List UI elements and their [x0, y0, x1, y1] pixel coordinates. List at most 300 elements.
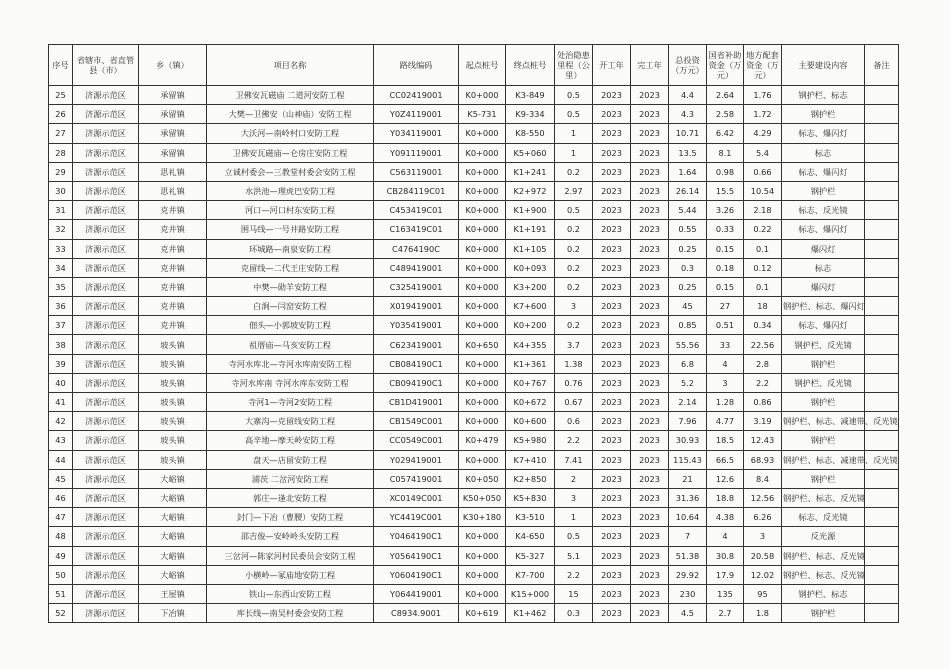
table-cell: K0+000: [459, 201, 506, 220]
table-cell: 库长线—南吴村委会安防工程: [207, 604, 374, 623]
table-cell: [865, 584, 899, 603]
table-cell: [865, 297, 899, 316]
table-cell: 0.55: [669, 220, 707, 239]
table-cell: 水洪池—理虎巴安防工程: [207, 181, 374, 200]
table-cell: 2.2: [555, 431, 593, 450]
table-cell: 0.51: [707, 316, 744, 335]
table-row: [49, 508, 899, 527]
column-header: 起点桩号: [459, 45, 506, 86]
table-cell: 2023: [593, 162, 631, 181]
table-cell: 2023: [593, 412, 631, 431]
table-cell: 2023: [593, 469, 631, 488]
table-row: [49, 527, 899, 546]
table-cell: K0+050: [459, 469, 506, 488]
table-row: [49, 488, 899, 507]
table-cell: CB1D419001: [374, 393, 459, 412]
table-cell: 2023: [593, 335, 631, 354]
table-cell: 济源示范区: [73, 412, 139, 431]
table-cell: 66.5: [707, 450, 744, 469]
table-cell: K8-550: [506, 124, 555, 143]
table-cell: 白涧—闫窑安防工程: [207, 297, 374, 316]
table-cell: 10.54: [744, 181, 782, 200]
table-cell: 0.5: [555, 201, 593, 220]
table-cell: 0.76: [555, 373, 593, 392]
table-cell: 邵吉俊—安岭岭头安防工程: [207, 527, 374, 546]
table-cell: 95: [744, 584, 782, 603]
table-cell: 克留线—二代王庄安防工程: [207, 258, 374, 277]
table-cell: 31: [49, 201, 73, 220]
table-cell: 29: [49, 162, 73, 181]
table-cell: 0.2: [555, 220, 593, 239]
table-cell: 坡头镇: [139, 412, 207, 431]
column-header: 路线编码: [374, 45, 459, 86]
table-row: [49, 604, 899, 623]
table-cell: 标志、爆闪灯: [782, 316, 865, 335]
table-cell: [865, 604, 899, 623]
table-row: [49, 431, 899, 450]
table-cell: Y0604190C1: [374, 565, 459, 584]
table-cell: 4.5: [669, 604, 707, 623]
table-cell: 38: [49, 335, 73, 354]
table-cell: 18.5: [707, 431, 744, 450]
table-cell: 2023: [593, 258, 631, 277]
table-cell: 济源示范区: [73, 584, 139, 603]
table-cell: 大峪镇: [139, 508, 207, 527]
table-cell: 10.71: [669, 124, 707, 143]
table-cell: K1+361: [506, 354, 555, 373]
table-cell: 标志、爆闪灯: [782, 124, 865, 143]
table-cell: 钢护栏、反光镜: [782, 335, 865, 354]
table-cell: C489419001: [374, 258, 459, 277]
table-cell: 环城路—南泉安防工程: [207, 239, 374, 258]
table-cell: 济源示范区: [73, 604, 139, 623]
table-cell: 祖厝庙—马亥安防工程: [207, 335, 374, 354]
table-cell: 36: [49, 297, 73, 316]
table-row: [49, 373, 899, 392]
table-cell: 51.38: [669, 546, 707, 565]
table-cell: 6.8: [669, 354, 707, 373]
table-cell: 4.29: [744, 124, 782, 143]
table-cell: 27: [49, 124, 73, 143]
table-cell: C8934.9001: [374, 604, 459, 623]
table-cell: 2023: [631, 469, 669, 488]
table-cell: 2023: [593, 431, 631, 450]
table-cell: 承留镇: [139, 86, 207, 105]
table-cell: 寺河1—寺河2安防工程: [207, 393, 374, 412]
table-cell: 大峪镇: [139, 527, 207, 546]
table-cell: 3: [555, 297, 593, 316]
table-cell: 下冶镇: [139, 604, 207, 623]
table-cell: K3+200: [506, 277, 555, 296]
table-cell: [865, 488, 899, 507]
table-cell: 5.4: [744, 143, 782, 162]
table-cell: 济源示范区: [73, 181, 139, 200]
table-cell: 50: [49, 565, 73, 584]
table-cell: K0+000: [459, 86, 506, 105]
table-cell: 26.14: [669, 181, 707, 200]
table-cell: 卫佛安瓦磁庙 二道河安防工程: [207, 86, 374, 105]
table-cell: 4: [707, 527, 744, 546]
table-cell: 0.2: [555, 316, 593, 335]
table-cell: 22.56: [744, 335, 782, 354]
project-table: [48, 44, 899, 623]
table-cell: 钢护栏: [782, 354, 865, 373]
table-cell: 0.22: [744, 220, 782, 239]
table-cell: 31.36: [669, 488, 707, 507]
table-cell: 钢护栏、标志、反光镜: [782, 488, 865, 507]
table-cell: 0.25: [669, 239, 707, 258]
table-cell: 钢护栏、标志: [782, 86, 865, 105]
table-cell: 1.72: [744, 105, 782, 124]
table-cell: C623419001: [374, 335, 459, 354]
table-cell: 2023: [593, 105, 631, 124]
table-cell: K0+767: [506, 373, 555, 392]
table-cell: K2+850: [506, 469, 555, 488]
column-header: 完工年: [631, 45, 669, 86]
table-cell: 克井镇: [139, 220, 207, 239]
table-cell: 0.15: [707, 239, 744, 258]
table-cell: 0.66: [744, 162, 782, 181]
column-header: 处治隐患里程（公里）: [555, 45, 593, 86]
table-cell: 卫佛安瓦磁庙—仑房庄安防工程: [207, 143, 374, 162]
table-cell: 0.5: [555, 527, 593, 546]
table-cell: 3.7: [555, 335, 593, 354]
table-cell: [865, 508, 899, 527]
table-cell: K0+000: [459, 316, 506, 335]
table-cell: 2023: [631, 335, 669, 354]
table-cell: 标志、反光镜: [782, 508, 865, 527]
table-cell: 王屋镇: [139, 584, 207, 603]
table-cell: K1+105: [506, 239, 555, 258]
table-cell: 济源示范区: [73, 86, 139, 105]
table-cell: YC4419C001: [374, 508, 459, 527]
table-cell: K0+000: [459, 565, 506, 584]
table-cell: [865, 373, 899, 392]
table-cell: 34: [49, 258, 73, 277]
table-cell: 小横岭—冢庙地安防工程: [207, 565, 374, 584]
table-cell: [865, 354, 899, 373]
table-row: [49, 220, 899, 239]
table-cell: CB094190C1: [374, 373, 459, 392]
table-cell: 0.2: [555, 277, 593, 296]
table-cell: 铁山—东西山安防工程: [207, 584, 374, 603]
table-cell: K0+000: [459, 143, 506, 162]
table-cell: 钢护栏、反光镜: [782, 373, 865, 392]
table-cell: 钢护栏: [782, 105, 865, 124]
table-cell: 2023: [593, 354, 631, 373]
column-header: 终点桩号: [506, 45, 555, 86]
table-cell: 2023: [631, 316, 669, 335]
table-cell: K0+000: [459, 546, 506, 565]
table-cell: 2.2: [555, 565, 593, 584]
column-header: 主要建设内容: [782, 45, 865, 86]
table-cell: 52: [49, 604, 73, 623]
table-cell: 0.98: [707, 162, 744, 181]
table-cell: 0.18: [707, 258, 744, 277]
table-cell: 济源示范区: [73, 220, 139, 239]
table-cell: K0+093: [506, 258, 555, 277]
table-cell: K0+600: [506, 412, 555, 431]
table-cell: 18: [744, 297, 782, 316]
table-cell: 2023: [631, 143, 669, 162]
table-cell: 钢护栏: [782, 393, 865, 412]
table-cell: 钢护栏、标志、反光镜: [782, 546, 865, 565]
table-row: [49, 86, 899, 105]
table-row: [49, 143, 899, 162]
table-cell: K5+980: [506, 431, 555, 450]
table-cell: K0+000: [459, 450, 506, 469]
table-cell: 1: [555, 508, 593, 527]
table-cell: 2023: [593, 124, 631, 143]
table-cell: 2.7: [707, 604, 744, 623]
table-cell: 0.3: [669, 258, 707, 277]
table-cell: 2023: [631, 604, 669, 623]
table-cell: 30.8: [707, 546, 744, 565]
table-cell: 33: [49, 239, 73, 258]
table-cell: 0.15: [707, 277, 744, 296]
table-cell: 大樊—卫佛安（山神庙）安防工程: [207, 105, 374, 124]
table-cell: 2023: [631, 239, 669, 258]
table-cell: [865, 527, 899, 546]
table-cell: 2023: [593, 450, 631, 469]
table-cell: 爆闪灯: [782, 239, 865, 258]
table-cell: 0.5: [555, 86, 593, 105]
table-cell: 37: [49, 316, 73, 335]
column-header: 备注: [865, 45, 899, 86]
table-cell: 5.2: [669, 373, 707, 392]
table-cell: 51: [49, 584, 73, 603]
table-cell: 2023: [593, 393, 631, 412]
table-cell: 郭庄—逢北安防工程: [207, 488, 374, 507]
table-row: [49, 316, 899, 335]
table-cell: 30.93: [669, 431, 707, 450]
table-cell: 32: [49, 220, 73, 239]
table-cell: K0+000: [459, 354, 506, 373]
table-cell: 2.14: [669, 393, 707, 412]
table-row: [49, 201, 899, 220]
table-cell: [865, 162, 899, 181]
table-cell: [865, 316, 899, 335]
table-cell: 济源示范区: [73, 162, 139, 181]
table-cell: 济源示范区: [73, 258, 139, 277]
table-cell: 济源示范区: [73, 124, 139, 143]
table-cell: K7-700: [506, 565, 555, 584]
table-cell: 寺河水库南 寺河水库东安防工程: [207, 373, 374, 392]
table-cell: 1.76: [744, 86, 782, 105]
table-cell: 0.1: [744, 239, 782, 258]
table-cell: K0+000: [459, 181, 506, 200]
table-cell: 49: [49, 546, 73, 565]
table-cell: 济源示范区: [73, 527, 139, 546]
table-cell: 2023: [631, 258, 669, 277]
table-cell: 2023: [631, 124, 669, 143]
column-header: 序号: [49, 45, 73, 86]
table-row: [49, 181, 899, 200]
table-cell: Y0Z4119001: [374, 105, 459, 124]
table-cell: 3.26: [707, 201, 744, 220]
table-cell: 钢护栏: [782, 469, 865, 488]
table-cell: 钢护栏: [782, 181, 865, 200]
table-cell: 济源示范区: [73, 450, 139, 469]
table-row: [49, 450, 899, 469]
table-cell: 2023: [631, 488, 669, 507]
table-cell: 8.1: [707, 143, 744, 162]
table-cell: K0+000: [459, 258, 506, 277]
table-cell: 0.5: [555, 105, 593, 124]
table-cell: 44: [49, 450, 73, 469]
table-cell: 0.6: [555, 412, 593, 431]
table-cell: [865, 469, 899, 488]
table-cell: 2023: [631, 86, 669, 105]
table-cell: 1: [555, 143, 593, 162]
table-cell: [865, 431, 899, 450]
table-cell: 2023: [631, 105, 669, 124]
table-cell: K3-510: [506, 508, 555, 527]
table-cell: 克井镇: [139, 239, 207, 258]
table-cell: 大峪镇: [139, 546, 207, 565]
table-cell: [865, 220, 899, 239]
table-cell: 40: [49, 373, 73, 392]
table-cell: 42: [49, 412, 73, 431]
table-cell: 2023: [631, 565, 669, 584]
table-cell: 济源示范区: [73, 373, 139, 392]
table-cell: [865, 546, 899, 565]
table-cell: K5-327: [506, 546, 555, 565]
table-cell: 20.58: [744, 546, 782, 565]
table-cell: CC0549C001: [374, 431, 459, 450]
table-cell: [865, 143, 899, 162]
table-cell: 2023: [631, 277, 669, 296]
table-cell: K0+650: [459, 335, 506, 354]
table-cell: 29.92: [669, 565, 707, 584]
table-cell: 坡头镇: [139, 373, 207, 392]
table-cell: K4+355: [506, 335, 555, 354]
table-cell: 钢护栏、标志、减速带、反光镜: [782, 450, 865, 469]
table-cell: [865, 565, 899, 584]
table-cell: Y0464190C1: [374, 527, 459, 546]
table-cell: 17.9: [707, 565, 744, 584]
table-cell: 2023: [593, 316, 631, 335]
table-cell: 2.18: [744, 201, 782, 220]
table-cell: 标志、爆闪灯: [782, 162, 865, 181]
table-cell: 7: [669, 527, 707, 546]
table-cell: C325419001: [374, 277, 459, 296]
table-cell: CB084190C1: [374, 354, 459, 373]
table-cell: 2023: [631, 527, 669, 546]
table-cell: 济源示范区: [73, 335, 139, 354]
table-cell: 济源示范区: [73, 105, 139, 124]
table-cell: 钢护栏: [782, 604, 865, 623]
table-cell: [865, 86, 899, 105]
table-cell: C057419001: [374, 469, 459, 488]
table-cell: 2023: [593, 546, 631, 565]
table-cell: 济源示范区: [73, 316, 139, 335]
table-cell: 6.42: [707, 124, 744, 143]
table-cell: 27: [707, 297, 744, 316]
table-cell: 2023: [593, 565, 631, 584]
table-cell: 2.58: [707, 105, 744, 124]
table-cell: CC02419001: [374, 86, 459, 105]
table-cell: Y064419001: [374, 584, 459, 603]
table-cell: K1+191: [506, 220, 555, 239]
table-cell: 0.34: [744, 316, 782, 335]
table-cell: 大峪镇: [139, 469, 207, 488]
table-cell: K4-650: [506, 527, 555, 546]
table-cell: 2.8: [744, 354, 782, 373]
table-cell: K0+000: [459, 527, 506, 546]
table-cell: 0.67: [555, 393, 593, 412]
table-cell: 4.3: [669, 105, 707, 124]
table-cell: CB1549C001: [374, 412, 459, 431]
table-cell: 0.2: [555, 162, 593, 181]
table-cell: 河口—河口村东安防工程: [207, 201, 374, 220]
table-cell: [865, 258, 899, 277]
table-row: [49, 239, 899, 258]
column-header: 总投资（万元）: [669, 45, 707, 86]
table-cell: 2023: [631, 373, 669, 392]
table-cell: 思礼镇: [139, 162, 207, 181]
table-cell: 2023: [631, 431, 669, 450]
column-header: 省辖市、省直管县（市）: [73, 45, 139, 86]
table-cell: 2023: [593, 220, 631, 239]
table-cell: 1.8: [744, 604, 782, 623]
table-cell: C163419C01: [374, 220, 459, 239]
table-cell: 济源示范区: [73, 431, 139, 450]
table-cell: K0+200: [506, 316, 555, 335]
table-cell: [865, 124, 899, 143]
table-cell: Y034119001: [374, 124, 459, 143]
table-cell: K0+479: [459, 431, 506, 450]
table-row: [49, 297, 899, 316]
table-cell: 钢护栏、标志、爆闪灯: [782, 297, 865, 316]
table-cell: 2023: [631, 546, 669, 565]
table-cell: 承留镇: [139, 143, 207, 162]
table-cell: 0.33: [707, 220, 744, 239]
table-cell: 12.02: [744, 565, 782, 584]
table-cell: 大沃河—南岭村口安防工程: [207, 124, 374, 143]
table-cell: 0.1: [744, 277, 782, 296]
table-cell: K1+462: [506, 604, 555, 623]
table-cell: 2023: [631, 584, 669, 603]
table-cell: 1.28: [707, 393, 744, 412]
table-cell: 坡头镇: [139, 431, 207, 450]
table-cell: 中樊—勋羊安防工程: [207, 277, 374, 296]
table-cell: 41: [49, 393, 73, 412]
table-cell: 济源示范区: [73, 565, 139, 584]
table-cell: 2023: [593, 604, 631, 623]
table-cell: 2023: [631, 220, 669, 239]
table-cell: 45: [669, 297, 707, 316]
table-cell: 钢护栏、标志: [782, 584, 865, 603]
table-cell: K3-849: [506, 86, 555, 105]
table-cell: 47: [49, 508, 73, 527]
table-cell: 济源示范区: [73, 469, 139, 488]
table-cell: 2023: [593, 508, 631, 527]
table-cell: 2023: [593, 373, 631, 392]
table-cell: K0+000: [459, 393, 506, 412]
table-cell: 克井镇: [139, 201, 207, 220]
column-header: 乡（镇）: [139, 45, 207, 86]
table-cell: 三岔河—陈家河村民委员会安防工程: [207, 546, 374, 565]
table-cell: 济源示范区: [73, 393, 139, 412]
table-cell: 135: [707, 584, 744, 603]
table-cell: K0+672: [506, 393, 555, 412]
table-cell: C563119001: [374, 162, 459, 181]
table-cell: 12.6: [707, 469, 744, 488]
table-cell: 济源示范区: [73, 488, 139, 507]
table-cell: 8.4: [744, 469, 782, 488]
table-row: [49, 162, 899, 181]
